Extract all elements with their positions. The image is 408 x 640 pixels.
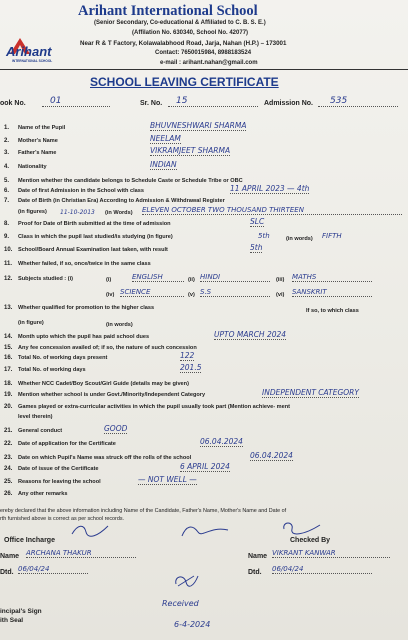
- checked-signature-1: [180, 522, 230, 545]
- row-value: 11 APRIL 2023 — 4th: [230, 184, 310, 193]
- row-number: 6.: [4, 188, 10, 194]
- subject-6-label: (vi): [276, 292, 285, 298]
- dob-words-value: ELEVEN OCTOBER TWO THOUSAND THIRTEEN: [142, 206, 402, 215]
- header-divider: [0, 69, 408, 70]
- row-label: Date of first Admission in the School with class: [18, 188, 144, 194]
- checked-by-label: Checked By: [290, 537, 331, 544]
- checked-dtd-label: Dtd.: [248, 569, 262, 576]
- certificate-title: SCHOOL LEAVING CERTIFICATE: [90, 75, 279, 89]
- promotion-words-label: (in words): [106, 322, 133, 328]
- row-number: 14.: [4, 334, 13, 340]
- class-words-value: FIFTH: [322, 232, 342, 240]
- row-number: 12.: [4, 276, 13, 282]
- row-value: 5th: [250, 243, 263, 252]
- subject-6-value: SANSKRIT: [292, 288, 372, 297]
- row-label: Whether qualified for promotion to the higher class: [18, 305, 155, 311]
- row-number: 8.: [4, 221, 10, 227]
- dob-words-label: (in Words): [105, 210, 133, 216]
- logo-word: Arihant: [6, 44, 52, 59]
- row-label: General conduct: [18, 428, 63, 434]
- row-number: 10.: [4, 247, 13, 253]
- row-number: 25.: [4, 479, 13, 485]
- row-number: 7.: [4, 198, 10, 204]
- book-no-label: ook No.: [0, 100, 26, 107]
- checked-dtd-value: 06/04/24: [272, 565, 372, 574]
- checked-name-value: VIKRANT KANWAR: [272, 549, 390, 558]
- row-label: Date on which Pupil's Name was struck off the rolls of the school: [18, 455, 192, 461]
- row-label: Nationality: [18, 164, 47, 170]
- row-label: Whether failed, if so, once/twice in the same class: [18, 261, 151, 267]
- row-label: Mention whether the candidate belongs to Schedule Caste or Schedule Tribe or OBC: [18, 178, 243, 184]
- admission-no-value: 535: [318, 96, 398, 107]
- row-number: 13.: [4, 305, 13, 311]
- declaration-line-2: rth furnished above is correct as per school records.: [0, 516, 125, 522]
- principal-sign-label-1: incipal's Sign: [0, 608, 42, 615]
- row-label: Mention whether school is under Govt./Minority/Independent Category: [18, 392, 206, 398]
- row-value: 06.04.2024: [200, 437, 243, 446]
- school-contact: Contact: 7650015984, 8988183524: [155, 50, 252, 56]
- row-number: 17.: [4, 367, 13, 373]
- received-text: Received: [162, 599, 199, 608]
- row-number: 5.: [4, 178, 10, 184]
- sr-no-value: 15: [168, 96, 258, 107]
- row-value: INDIAN: [150, 160, 177, 169]
- subject-4-value: SCIENCE: [120, 288, 184, 297]
- school-name: Arihant International School: [78, 3, 258, 19]
- row-value: 6 APRIL 2024: [180, 462, 230, 471]
- subject-2-value: HINDI: [200, 273, 270, 282]
- row-label: Mother's Name: [18, 138, 58, 144]
- row-number: 4.: [4, 164, 10, 170]
- principal-signature: [172, 572, 200, 595]
- row-number: 19.: [4, 392, 13, 398]
- row-label: Total No. of working days present: [18, 355, 108, 361]
- subject-1-label: (i): [106, 277, 112, 283]
- row-number: 16.: [4, 355, 13, 361]
- row-label: Date of application for the Certificate: [18, 441, 116, 447]
- logo-subtext: INTERNATIONAL SCHOOL: [12, 59, 53, 63]
- office-signature: [70, 522, 110, 543]
- school-email: e-mail : arihant.nahan@gmail.com: [160, 60, 258, 66]
- received-date: 6-4-2024: [174, 620, 211, 629]
- row-number: 11.: [4, 261, 13, 267]
- row-label: Whether NCC Cadet/Boy Scout/Girl Guide (details may be given): [18, 381, 189, 387]
- row-value: BHUVNESHWARI SHARMA: [150, 121, 247, 130]
- row-label: Month upto which the pupil has paid school dues: [18, 334, 150, 340]
- office-dtd-label: Dtd.: [0, 569, 14, 576]
- row-label: Father's Name: [18, 150, 57, 156]
- row-number: 2.: [4, 138, 10, 144]
- row-number: 9.: [4, 234, 10, 240]
- row-label: (in figure): [18, 320, 44, 326]
- book-no-value: 01: [42, 96, 110, 107]
- row-value: UPTO MARCH 2024: [214, 330, 287, 339]
- row-label: level therein): [18, 414, 53, 420]
- row-number: 26.: [4, 491, 13, 497]
- row-label: Proof for Date of Birth submitted at the time of admission: [18, 221, 171, 227]
- row-number: 21.: [4, 428, 13, 434]
- row-label: Class in which the pupil last studied/is studying (in figure): [18, 234, 173, 240]
- row-label: Any fee concession availed of; if so, the nature of such concession: [18, 345, 197, 351]
- row-value: 06.04.2024: [250, 451, 293, 460]
- row-number: 18.: [4, 381, 13, 387]
- row-label: Date of Birth (in Christian Era) According to Admission & Withdrawal Register: [18, 198, 225, 204]
- row-value: NEELAM: [150, 134, 181, 143]
- checked-name-label: Name: [248, 553, 268, 560]
- promotion-ifso-label: If so, to which class: [306, 308, 359, 314]
- row-label: Games played or extra-curricular activities in which the pupil usually took part (Mention achieve- ment: [18, 404, 290, 410]
- row-value: GOOD: [104, 424, 128, 433]
- school-logo: [4, 34, 66, 74]
- row-number: 24.: [4, 466, 13, 472]
- office-name-value: ARCHANA THAKUR: [26, 549, 136, 558]
- subject-5-label: (v): [188, 292, 195, 298]
- school-address: Near R & T Factory, Kolawalabhood Road, Jarja, Nahan (H.P.) – 173001: [80, 40, 287, 47]
- row-value: 122: [180, 351, 195, 360]
- row-label: (in figures): [18, 209, 47, 215]
- office-name-label: Name: [0, 553, 20, 560]
- row-label: Any other remarks: [18, 491, 68, 497]
- school-affiliation: (Affilation No. 630340, School No. 42077): [132, 30, 249, 36]
- sr-no-label: Sr. No.: [140, 100, 163, 107]
- row-value: — NOT WELL —: [138, 475, 197, 484]
- admission-no-label: Admission No.: [264, 100, 314, 107]
- declaration-line-1: ereby declared that the above information including Name of the Candidate, Father's Name, Mother's Name and Date of: [0, 508, 287, 514]
- row-value: 201.5: [180, 363, 202, 372]
- subject-3-value: MATHS: [292, 273, 372, 282]
- row-label: School/Board Annual Examination last taken, with result: [18, 247, 168, 253]
- class-words-label: (in words): [286, 236, 313, 242]
- row-number: 22.: [4, 441, 13, 447]
- row-label: Name of the Pupil: [18, 125, 66, 131]
- subject-2-label: (ii): [188, 277, 195, 283]
- dob-figures-value: 11-10-2013: [60, 209, 95, 216]
- row-value: VIKRAMJEET SHARMA: [150, 146, 231, 155]
- row-value: SLC: [250, 217, 265, 226]
- row-label: Subjects studied : (i): [18, 276, 74, 282]
- row-number: 3.: [4, 150, 10, 156]
- class-figure-value: 5th: [258, 232, 270, 240]
- principal-sign-label-2: ith Seal: [0, 617, 24, 624]
- row-number: 23.: [4, 455, 13, 461]
- row-number: 1.: [4, 125, 10, 131]
- office-incharge-label: Office Incharge: [4, 537, 55, 544]
- row-number: 15.: [4, 345, 13, 351]
- row-label: Reasons for leaving the school: [18, 479, 101, 485]
- school-tagline: (Senior Secondary, Co-educational & Affiliated to C. B. S. E.): [94, 20, 266, 26]
- subject-1-value: ENGLISH: [132, 273, 184, 282]
- office-dtd-value: 06/04/24: [18, 565, 88, 574]
- row-label: Date of issue of the Certificate: [18, 466, 99, 472]
- row-label: Total No. of working days: [18, 367, 86, 373]
- subject-4-label: (iv): [106, 292, 115, 298]
- subject-5-value: S.S: [200, 288, 270, 297]
- subject-3-label: (iii): [276, 277, 285, 283]
- row-number: 20.: [4, 404, 13, 410]
- row-value: INDEPENDENT CATEGORY: [262, 388, 359, 397]
